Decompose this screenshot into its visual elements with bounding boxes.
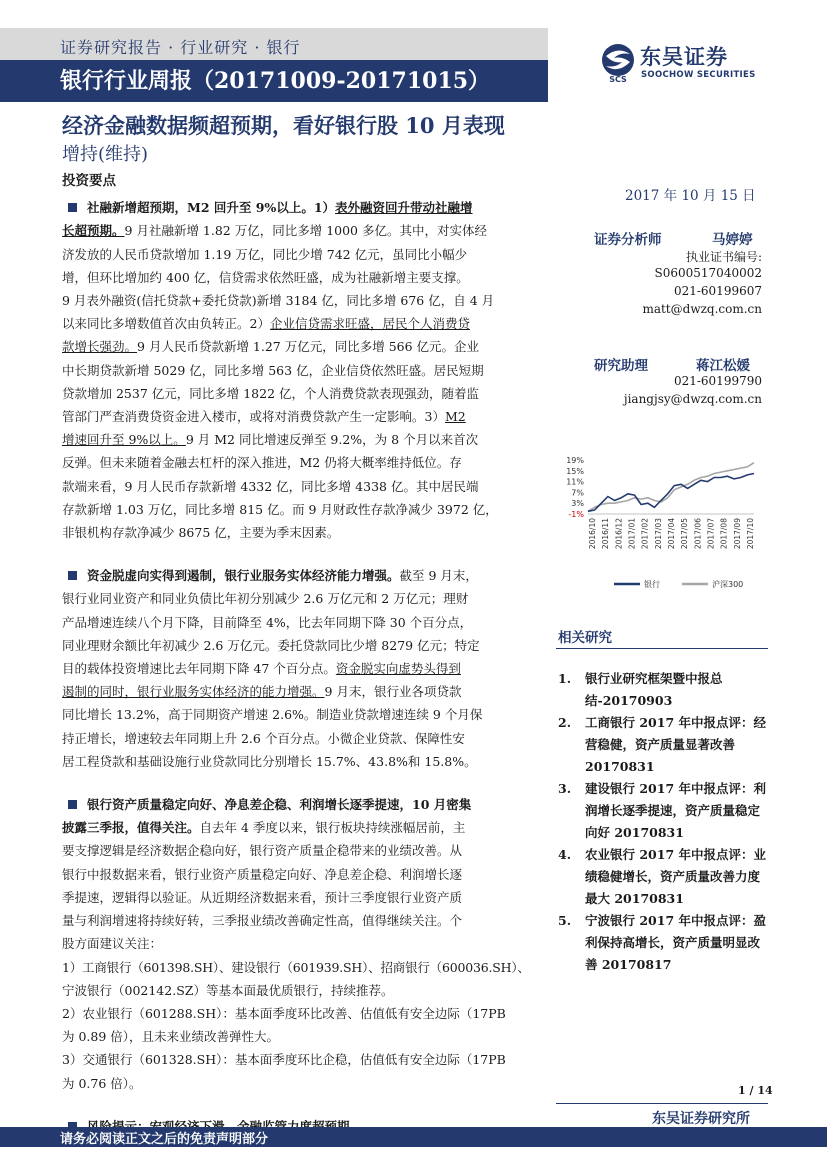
related-list xyxy=(558,668,768,976)
price-chart xyxy=(562,452,762,602)
y-tick-label: -1% xyxy=(568,510,584,519)
page-number: 1 / 14 xyxy=(738,1084,773,1097)
series-line-bank xyxy=(588,474,754,512)
section-3: 银行资产质量稳定向好、净息差企稳、利润增长逐季提速，10 月密集 披露三季报，值得关注。自去年 4 季度以来，银行板块持续涨幅居前，主 要支撑逻辑是经济数据企稳向好，银行资产质量企稳带来的业绩改善。从 银行中报数据来看，银行业资产质量稳定向好、净息差企稳、利润增长逐 季提速，逻辑得以验证。从近期经济数据来看，预计三季度银行业资产质 量与利润增速将持续好转，三季报业绩改善确定性高，值得继续关注。个 股方面建议关注： 1）工商银行（601398.SH）、建设银行（601939.SH）、招商银行（600036.SH）、 宁波银行（002142.SZ）等基本面最优质银行，持续推荐。 2）农业银行（601288.SH）：基本面季度环比改善、估值低有安全边际（17PB 为 0.89 倍），且未来业绩改善弹性大。 3）交通银行（601328.SH）：基本面季度环比企稳，估值低有安全边际（17PB 为 0.76 倍）。 xyxy=(62,797,530,1091)
invest-points-title: 投资要点 xyxy=(62,173,116,189)
related-item[interactable]: 5. 宁波银行 2017 年中报点评：盈利保持高增长，资产质量明显改善 20170817 xyxy=(558,913,766,972)
x-tick-label: 2017/05 xyxy=(680,518,690,550)
headline: 经济金融数据频超预期，看好银行股 10 月表现 xyxy=(62,113,505,138)
related-item[interactable]: 4. 农业银行 2017 年中报点评：业绩稳健增长，资产质量改善力度最大 20170831 xyxy=(558,847,766,906)
legend-label: 沪深300 xyxy=(712,580,744,589)
x-tick-label: 2016/10 xyxy=(588,518,597,550)
related-item[interactable]: 1. 银行业研究框架暨中报总结-20170903 xyxy=(558,671,723,708)
related-title: 相关研究 xyxy=(558,630,612,646)
y-tick-label: 3% xyxy=(571,499,584,509)
series-line-hs300 xyxy=(588,463,754,512)
x-tick-label: 2017/04 xyxy=(667,518,676,550)
rating: 增持(维持) xyxy=(62,144,149,165)
analyst-phone: 021-60199607 xyxy=(673,284,762,298)
section-2-heading: 资金脱虚向实得到遏制，银行业服务实体经济能力增强。 xyxy=(87,568,400,584)
report-title: 银行行业周报（20171009-20171015） xyxy=(60,68,491,94)
chart-legend xyxy=(614,579,743,589)
y-tick-label: 19% xyxy=(566,456,584,465)
related-item[interactable]: 3. 建设银行 2017 年中报点评：利润增长逐季提速，资产质量稳定向好 20170831 xyxy=(558,781,766,840)
assistant-role: 研究助理 xyxy=(594,358,648,374)
logo-english-name: SOOCHOW SECURITIES xyxy=(641,70,756,80)
invest-points xyxy=(62,170,536,1158)
assistant-email[interactable]: jiangjsy@dwzq.com.cn xyxy=(623,392,762,406)
bullet-square-icon xyxy=(68,203,77,212)
x-tick-label: 2017/07 xyxy=(706,518,716,550)
assistant-phone: 021-60199790 xyxy=(673,374,762,388)
logo-name: 东吴证券 xyxy=(640,45,728,69)
chart-x-ticks xyxy=(588,518,755,549)
report-date: 2017 年 10 月 15 日 xyxy=(625,188,756,204)
x-tick-label: 2017/01 xyxy=(627,518,637,550)
footer-disclaimer: 请务必阅读正文之后的免责声明部分 xyxy=(60,1132,269,1147)
bullet-square-icon xyxy=(68,800,77,809)
chart-y-ticks xyxy=(566,456,584,519)
y-tick-label: 7% xyxy=(571,488,584,498)
related-item[interactable]: 2. 工商银行 2017 年中报点评：经营稳健，资产质量显著改善 20170831 xyxy=(558,715,766,774)
related-divider xyxy=(556,648,768,649)
chart-lines xyxy=(588,463,754,512)
x-tick-label: 2016/12 xyxy=(614,518,624,550)
y-tick-label: 15% xyxy=(566,466,584,476)
x-tick-label: 2016/11 xyxy=(601,518,611,550)
x-tick-label: 2017/09 xyxy=(732,518,742,550)
y-tick-label: 11% xyxy=(566,477,584,487)
x-tick-label: 2017/08 xyxy=(719,518,729,550)
section-1: 社融新增超预期，M2 回升至 9%以上。1）表外融资回升带动社融增 长超预期。9 月社融新增 1.82 万亿，同比多增 1000 多亿。其中，对实体经 济发放的人民币贷款增加 1.19 万亿，同比少增 742 亿元，虽同比小幅少 增，但环比增加约 400 亿，信贷需求依然旺盛，成为社融新增主要支撑。 9 月表外融资(信托贷款+委托贷款)新增 3184 亿，同比多增 676 亿，自 4 月 以来同比多增数值首次由负转正。2）企业信贷需求旺盛，居民个人消费贷 款增长强劲。9 月人民币贷款新增 1.27 万亿元，同比多增 566 亿元。企业 中长期贷款新增 5029 亿，同比多增 563 亿，企业信贷依然旺盛。居民短期 贷款增加 2537 亿元，同比多增 1822 亿，个人消费贷款表现强劲，随着监 管部门严查消费贷资金进入楼市，或将对消费贷款产生一定影响。3）M2 增速回升至 9%以上。9 月 M2 同比增速反弹至 9.2%，为 8 个月以来首次 反弹。但未来随着金融去杠杆的深入推进，M2 仍将大概率维持低位。存 款端来看，9 月人民币存款新增 4332 亿，同比多增 4338 亿。其中居民端 存款新增 1.03 万亿，同比多增 815 亿。而 9 月财政性存款净减少 3972 亿， 非银机构存款净减少 8675 亿，主要为季末因素。 xyxy=(62,200,498,541)
analyst-email[interactable]: matt@dwzq.com.cn xyxy=(642,302,762,316)
x-tick-label: 2017/06 xyxy=(693,518,703,550)
x-tick-label: 2017/03 xyxy=(653,518,663,550)
x-tick-label: 2017/02 xyxy=(640,518,650,550)
x-tick-label: 2017/10 xyxy=(746,518,755,550)
section-3-heading: 银行资产质量稳定向好、净息差企稳、利润增长逐季提速，10 月密集 xyxy=(87,797,472,813)
analyst-role: 证券分析师 xyxy=(594,232,662,248)
logo-mark: SCS xyxy=(609,75,627,84)
footer-divider xyxy=(556,1103,768,1104)
report-category: 证券研究报告 · 行业研究 · 银行 xyxy=(60,38,301,57)
section-1-heading: 社融新增超预期，M2 回升至 9%以上。 xyxy=(87,200,314,216)
assistant-name: 蒋江松媛 xyxy=(696,358,750,374)
bullet-square-icon xyxy=(68,571,77,580)
analyst-name: 马婷婷 xyxy=(712,232,753,248)
analyst-cert-label: 执业证书编号: xyxy=(685,250,762,264)
section-2: 资金脱虚向实得到遏制，银行业服务实体经济能力增强。截至 9 月末， 银行业同业资产和同业负债比年初分别减少 2.6 万亿元和 2 万亿元；理财 产品增速连续八个月下降，目前降至 4%，比去年同期下降 30 个百分点， 同业理财余额比年初减少 2.6 万亿元。委托贷款同比少增 8279 亿元；特定 目的载体投资增速比去年同期下降 47 个百分点。资金脱实向虚势头得到 遏制的同时，银行业服务实体经济的能力增强。9 月末，银行业各项贷款 同比增长 13.2%，高于同期资产增速 2.6%。制造业贷款增速连续 9 个月保 持正增长，增速较去年同期上升 2.6 个百分点。小微企业贷款、保障性安 居工程贷款和基础设施行业贷款同比分别增长 15.7%、43.8%和 15.8%。 xyxy=(62,568,483,769)
footer-institute: 东吴证券研究所 xyxy=(652,1111,750,1127)
analyst-cert-no: S0600517040002 xyxy=(654,266,762,280)
legend-label: 银行 xyxy=(644,580,660,589)
